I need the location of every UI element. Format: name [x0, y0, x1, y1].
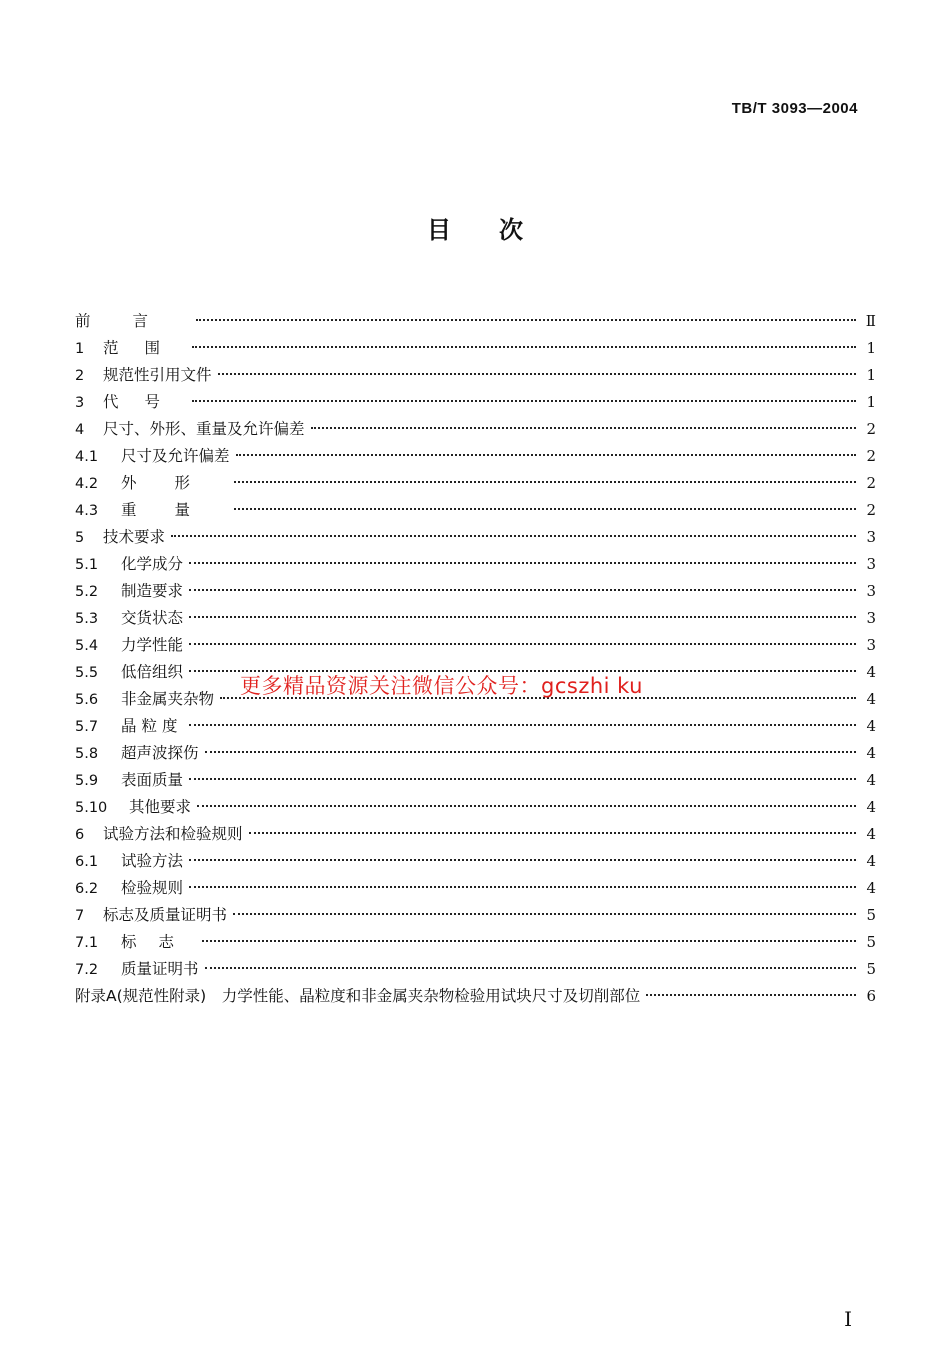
toc-entry-label: 检验规则 [121, 879, 184, 897]
toc-entry[interactable] [75, 335, 876, 362]
toc-entry-number: 5.9 [75, 773, 99, 789]
toc-entry[interactable] [75, 416, 876, 443]
toc-entry-label: 附录A(规范性附录) 力学性能、晶粒度和非金属夹杂物检验用试块尺寸及切削部位 [75, 987, 641, 1005]
toc-entry-label: 试验方法 [121, 852, 184, 870]
dot-leader [192, 400, 856, 402]
dot-leader [249, 832, 856, 834]
dot-leader [218, 373, 856, 375]
toc-entry-page: 5 [866, 906, 876, 924]
dot-leader [189, 643, 856, 645]
dot-leader [196, 319, 856, 321]
toc-entry[interactable] [75, 632, 876, 659]
dot-leader [234, 481, 856, 483]
toc-entry[interactable] [75, 497, 876, 524]
toc-entry-label: 表面质量 [121, 771, 184, 789]
toc-entry-number: 5.4 [75, 638, 99, 654]
toc-entry-number: 5.5 [75, 665, 99, 681]
dot-leader [189, 886, 856, 888]
dot-leader [171, 535, 856, 537]
toc-entry-label: 代号 [103, 393, 187, 411]
toc-entry-number: 5.3 [75, 611, 99, 627]
toc-entry[interactable] [75, 443, 876, 470]
toc-entry-appendix-a[interactable] [75, 983, 876, 1010]
toc-entry-label: 范围 [103, 339, 187, 357]
toc-entry-number: 6 [75, 827, 85, 843]
toc-entry-number: 2 [75, 368, 85, 384]
toc-entry-page: 4 [866, 879, 876, 897]
dot-leader [205, 967, 856, 969]
toc-entry[interactable] [75, 605, 876, 632]
toc-entry-label: 试验方法和检验规则 [103, 825, 243, 843]
toc-entry-page: 1 [866, 366, 876, 384]
toc-entry-label: 力学性能 [121, 636, 184, 654]
toc-entry-label: 外形 [121, 474, 229, 492]
toc-entry-number: 4 [75, 422, 85, 438]
toc-entry-foreword[interactable] [75, 308, 876, 335]
toc-entry-number: 5.8 [75, 746, 99, 762]
toc-entry-label: 重量 [121, 501, 229, 519]
toc-entry-label: 非金属夹杂物 [121, 690, 215, 708]
toc-entry-label: 前言 [75, 312, 191, 330]
dot-leader [189, 724, 856, 726]
toc-entry-label: 低倍组织 [121, 663, 184, 681]
toc-entry-number: 4.2 [75, 476, 99, 492]
toc-entry-label: 技术要求 [103, 528, 166, 546]
toc-entry[interactable] [75, 848, 876, 875]
dot-leader [234, 508, 856, 510]
toc-entry-label: 制造要求 [121, 582, 184, 600]
toc-entry-page: 4 [866, 690, 876, 708]
toc-entry-number: 5.2 [75, 584, 99, 600]
toc-entry-page: 4 [866, 798, 876, 816]
toc-entry[interactable] [75, 524, 876, 551]
toc-entry-page: 3 [866, 528, 876, 546]
dot-leader [646, 994, 856, 996]
dot-leader [197, 805, 856, 807]
dot-leader [189, 778, 856, 780]
toc-entry-number: 4.3 [75, 503, 99, 519]
toc-entry[interactable] [75, 875, 876, 902]
toc-entry[interactable] [75, 713, 876, 740]
toc-entry-page: 6 [866, 987, 876, 1005]
toc-entry[interactable] [75, 578, 876, 605]
toc-entry[interactable] [75, 362, 876, 389]
toc-entry[interactable] [75, 902, 876, 929]
toc-entry-label: 超声波探伤 [121, 744, 199, 762]
toc-entry-number: 7 [75, 908, 85, 924]
toc-entry-number: 5.7 [75, 719, 99, 735]
toc-title: 目次 [427, 216, 571, 244]
toc-entry-page: 2 [866, 420, 876, 438]
dot-leader [202, 940, 856, 942]
toc-entry[interactable] [75, 551, 876, 578]
toc-entry-number: 5.6 [75, 692, 99, 708]
toc-entry[interactable] [75, 767, 876, 794]
toc-entry[interactable] [75, 740, 876, 767]
dot-leader [189, 616, 856, 618]
page-number: I [844, 1307, 852, 1331]
toc-entry[interactable] [75, 794, 876, 821]
dot-leader [311, 427, 856, 429]
toc-entry-page: 2 [866, 447, 876, 465]
toc-entry-page: 5 [866, 960, 876, 978]
toc-entry-page: 1 [866, 393, 876, 411]
toc-entry-page: 4 [866, 771, 876, 789]
toc-entry-page: 3 [866, 636, 876, 654]
toc-entry-page: 1 [866, 339, 876, 357]
toc-entry-label: 化学成分 [121, 555, 184, 573]
toc-entry[interactable] [75, 821, 876, 848]
toc-entry-page: 4 [866, 852, 876, 870]
dot-leader [236, 454, 856, 456]
toc-entry-page: 4 [866, 663, 876, 681]
toc-entry-page: Ⅱ [865, 312, 876, 330]
table-of-contents [75, 308, 876, 1010]
toc-entry-page: 4 [866, 825, 876, 843]
toc-entry-label: 标志 [121, 933, 197, 951]
toc-entry[interactable] [75, 929, 876, 956]
toc-entry-label: 质量证明书 [121, 960, 199, 978]
watermark-text: 更多精品资源关注微信公众号：gcszhi ku [240, 674, 643, 698]
toc-entry[interactable] [75, 470, 876, 497]
dot-leader [189, 859, 856, 861]
toc-entry[interactable] [75, 389, 876, 416]
toc-entry-page: 5 [866, 933, 876, 951]
dot-leader [192, 346, 856, 348]
toc-entry-number: 1 [75, 341, 85, 357]
toc-entry-number: 3 [75, 395, 85, 411]
toc-entry[interactable] [75, 956, 876, 983]
toc-entry-page: 3 [866, 582, 876, 600]
toc-entry-number: 6.1 [75, 854, 99, 870]
toc-entry-page: 2 [866, 501, 876, 519]
toc-entry-number: 4.1 [75, 449, 99, 465]
toc-entry-number: 5 [75, 530, 85, 546]
toc-entry-page: 3 [866, 609, 876, 627]
toc-entry-page: 3 [866, 555, 876, 573]
toc-entry-page: 2 [866, 474, 876, 492]
dot-leader [205, 751, 856, 753]
toc-entry-label: 交货状态 [121, 609, 184, 627]
toc-entry-label: 其他要求 [129, 798, 192, 816]
toc-entry-label: 尺寸及允许偏差 [121, 447, 230, 465]
toc-entry-label: 尺寸、外形、重量及允许偏差 [103, 420, 305, 438]
toc-entry-label: 规范性引用文件 [103, 366, 212, 384]
toc-entry-label: 晶粒度 [121, 717, 183, 735]
toc-entry-number: 7.1 [75, 935, 99, 951]
toc-entry-number: 5.1 [75, 557, 99, 573]
toc-entry-number: 7.2 [75, 962, 99, 978]
toc-entry-label: 标志及质量证明书 [103, 906, 228, 924]
toc-entry-number: 5.10 [75, 800, 108, 816]
dot-leader [189, 562, 856, 564]
toc-entry-page: 4 [866, 744, 876, 762]
dot-leader [189, 589, 856, 591]
dot-leader [233, 913, 856, 915]
document-code: TB/T 3093—2004 [731, 100, 858, 117]
toc-entry-number: 6.2 [75, 881, 99, 897]
toc-entry-page: 4 [866, 717, 876, 735]
